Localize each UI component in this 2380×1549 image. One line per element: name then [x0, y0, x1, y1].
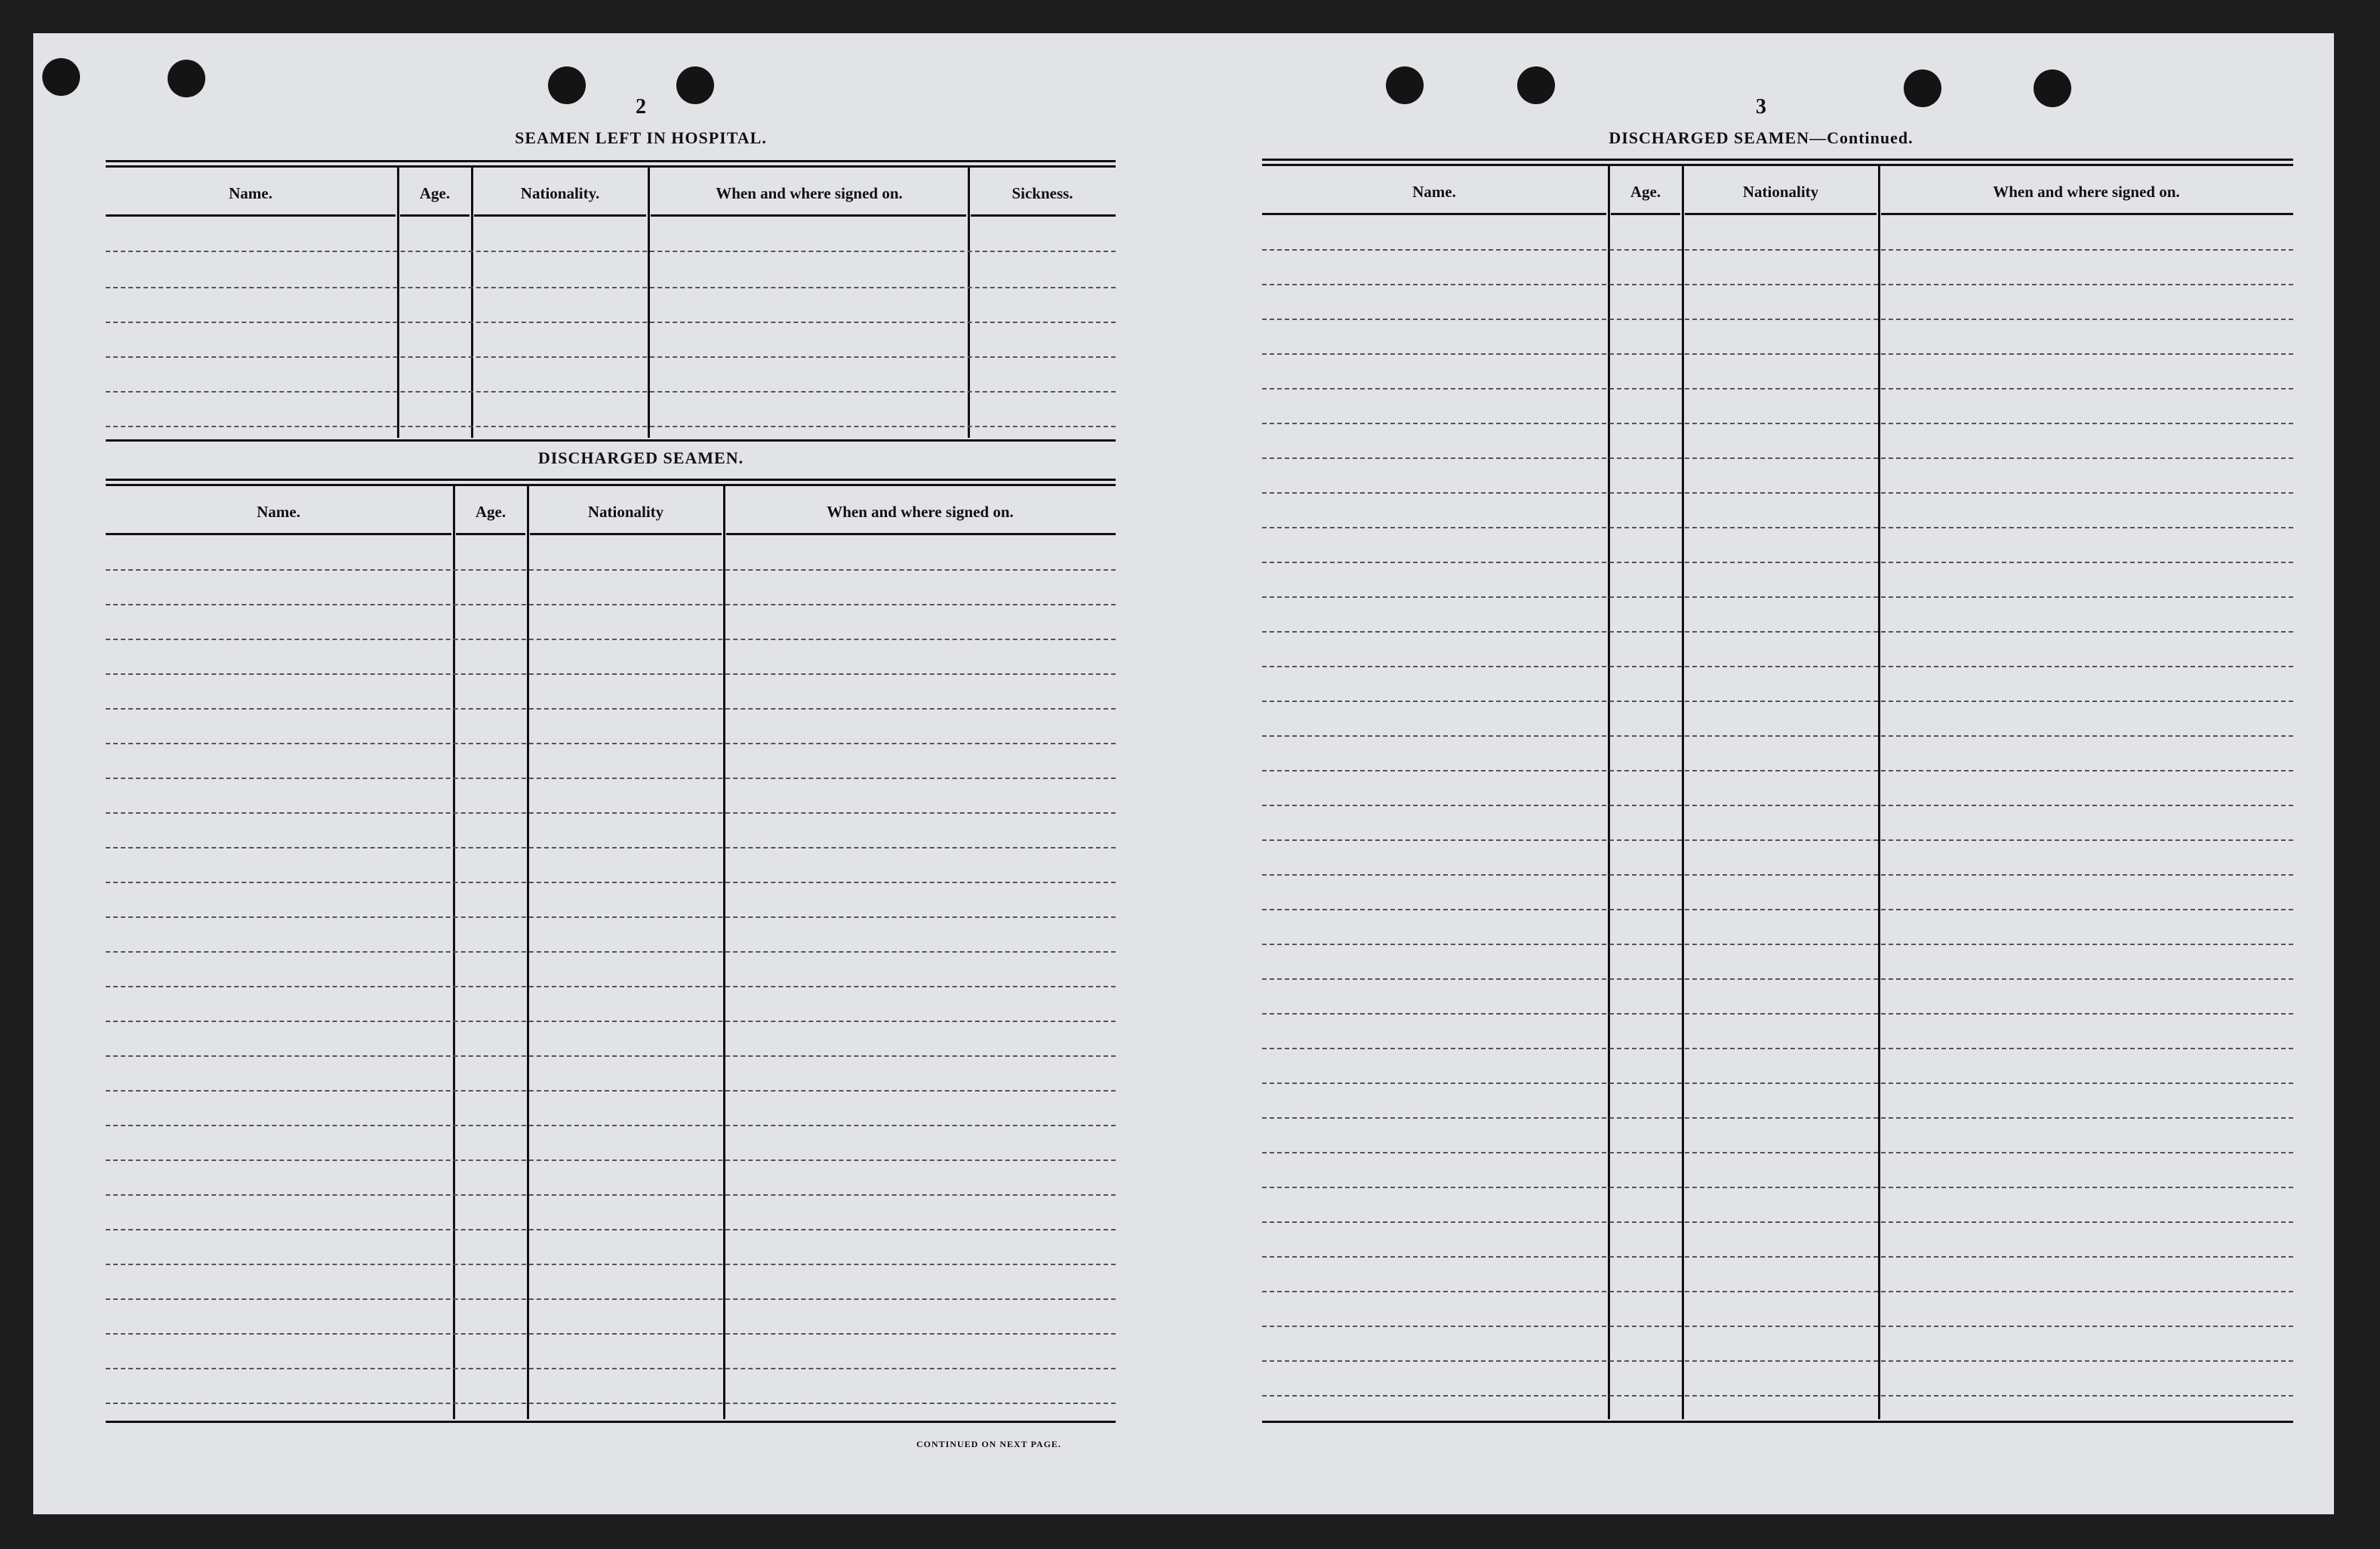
col-header-name: Name.: [1412, 183, 1456, 201]
page-number-left: 2: [636, 95, 646, 119]
table-row: [106, 951, 1116, 953]
header-rule: [1685, 213, 1877, 215]
table-row: [1262, 805, 2293, 806]
table-row: [1262, 701, 2293, 702]
table-bottom-rule: [106, 439, 1116, 442]
header-rule: [651, 214, 966, 217]
punch-hole: [1517, 66, 1555, 104]
header-rule: [106, 214, 396, 217]
punch-hole: [1904, 69, 1941, 107]
column-divider: [723, 486, 725, 1419]
punch-hole: [1386, 66, 1424, 104]
table-row: [106, 1264, 1116, 1265]
table-row: [1262, 874, 2293, 876]
table-row: [106, 1159, 1116, 1161]
table-row: [1262, 909, 2293, 910]
table-row: [106, 426, 1116, 427]
table-row: [1262, 1221, 2293, 1223]
table-row: [1262, 1291, 2293, 1292]
table-row: [1262, 596, 2293, 598]
table-row: [1262, 1048, 2293, 1049]
table-row: [106, 847, 1116, 848]
col-header-age: Age.: [419, 184, 451, 202]
col-header-nationality: Nationality: [1742, 183, 1819, 201]
col-header-nationality: Nationality.: [520, 184, 600, 202]
header-rule: [726, 533, 1116, 535]
discharged-table: [106, 479, 1116, 1437]
header-rule: [106, 533, 451, 535]
table-top-rule: [106, 160, 1116, 168]
discharged-continued-title: DISCHARGED SEAMEN—Continued.: [1609, 128, 1914, 147]
column-divider: [648, 168, 650, 438]
table-row: [1262, 1082, 2293, 1084]
table-top-rule: [1262, 159, 2293, 166]
punch-hole: [42, 58, 80, 96]
punch-hole: [2034, 69, 2071, 107]
table-row: [106, 1021, 1116, 1022]
table-row: [106, 1368, 1116, 1369]
discharged-section-title: DISCHARGED SEAMEN.: [537, 448, 744, 467]
table-row: [106, 673, 1116, 675]
table-row: [1262, 1117, 2293, 1119]
col-header-name: Name.: [257, 503, 300, 521]
table-row: [1262, 319, 2293, 320]
hospital-table: [106, 160, 1116, 477]
table-row: [1262, 562, 2293, 563]
header-rule: [1611, 213, 1680, 215]
col-header-age: Age.: [475, 503, 506, 521]
header-rule: [971, 214, 1116, 217]
table-row: [1262, 457, 2293, 459]
table-row: [106, 322, 1116, 323]
table-row: [1262, 1256, 2293, 1258]
table-row: [106, 1333, 1116, 1335]
table-row: [106, 1229, 1116, 1230]
table-bottom-rule: [106, 1421, 1116, 1423]
table-row: [1262, 353, 2293, 355]
table-row: [1262, 770, 2293, 771]
table-row: [106, 287, 1116, 288]
table-row: [1262, 1013, 2293, 1015]
table-row: [106, 708, 1116, 710]
table-row: [1262, 735, 2293, 737]
table-row: [1262, 978, 2293, 980]
table-row: [1262, 1360, 2293, 1362]
table-row: [1262, 1326, 2293, 1327]
continued-footer: CONTINUED ON NEXT PAGE.: [916, 1439, 1061, 1449]
col-header-signed-on: When and where signed on.: [1993, 183, 2180, 201]
table-row: [106, 604, 1116, 605]
punch-hole: [168, 60, 205, 97]
table-row: [106, 778, 1116, 779]
table-row: [1262, 839, 2293, 841]
table-row: [106, 1194, 1116, 1196]
page-number-right: 3: [1756, 95, 1766, 119]
table-row: [1262, 944, 2293, 945]
col-header-signed-on: When and where signed on.: [716, 184, 903, 202]
col-header-name: Name.: [229, 184, 272, 202]
table-row: [106, 391, 1116, 393]
column-divider: [397, 168, 399, 438]
column-divider: [527, 486, 529, 1419]
table-row: [106, 916, 1116, 918]
table-row: [106, 1403, 1116, 1404]
table-row: [1262, 388, 2293, 390]
table-row: [1262, 249, 2293, 251]
table-row: [1262, 423, 2293, 424]
header-rule: [474, 214, 646, 217]
column-divider: [453, 486, 455, 1419]
header-rule: [1881, 213, 2293, 215]
table-row: [106, 1090, 1116, 1092]
punch-hole: [548, 66, 586, 104]
table-row: [1262, 1187, 2293, 1188]
form-sheet: [33, 33, 2334, 1514]
header-rule: [1262, 213, 1606, 215]
table-top-rule: [106, 479, 1116, 486]
table-row: [1262, 631, 2293, 633]
table-row: [106, 251, 1116, 252]
table-row: [106, 1055, 1116, 1057]
table-row: [106, 882, 1116, 883]
table-row: [1262, 1152, 2293, 1153]
table-row: [106, 356, 1116, 358]
col-header-sickness: Sickness.: [1011, 184, 1073, 202]
header-rule: [400, 214, 470, 217]
table-row: [1262, 492, 2293, 494]
table-row: [1262, 1395, 2293, 1397]
header-rule: [530, 533, 722, 535]
col-header-signed-on: When and where signed on.: [827, 503, 1014, 521]
col-header-nationality: Nationality: [587, 503, 664, 521]
table-row: [1262, 527, 2293, 528]
hospital-section-title: SEAMEN LEFT IN HOSPITAL.: [515, 128, 767, 147]
table-row: [106, 1125, 1116, 1126]
header-rule: [456, 533, 525, 535]
discharged-continued-table: [1262, 159, 2293, 1442]
table-row: [106, 812, 1116, 814]
col-header-age: Age.: [1630, 183, 1661, 201]
table-row: [106, 569, 1116, 571]
table-row: [106, 1298, 1116, 1300]
column-divider: [968, 168, 970, 438]
column-divider: [471, 168, 473, 438]
table-row: [106, 986, 1116, 987]
table-row: [1262, 666, 2293, 667]
table-row: [1262, 284, 2293, 285]
table-row: [106, 743, 1116, 744]
table-bottom-rule: [1262, 1421, 2293, 1423]
table-row: [106, 639, 1116, 640]
